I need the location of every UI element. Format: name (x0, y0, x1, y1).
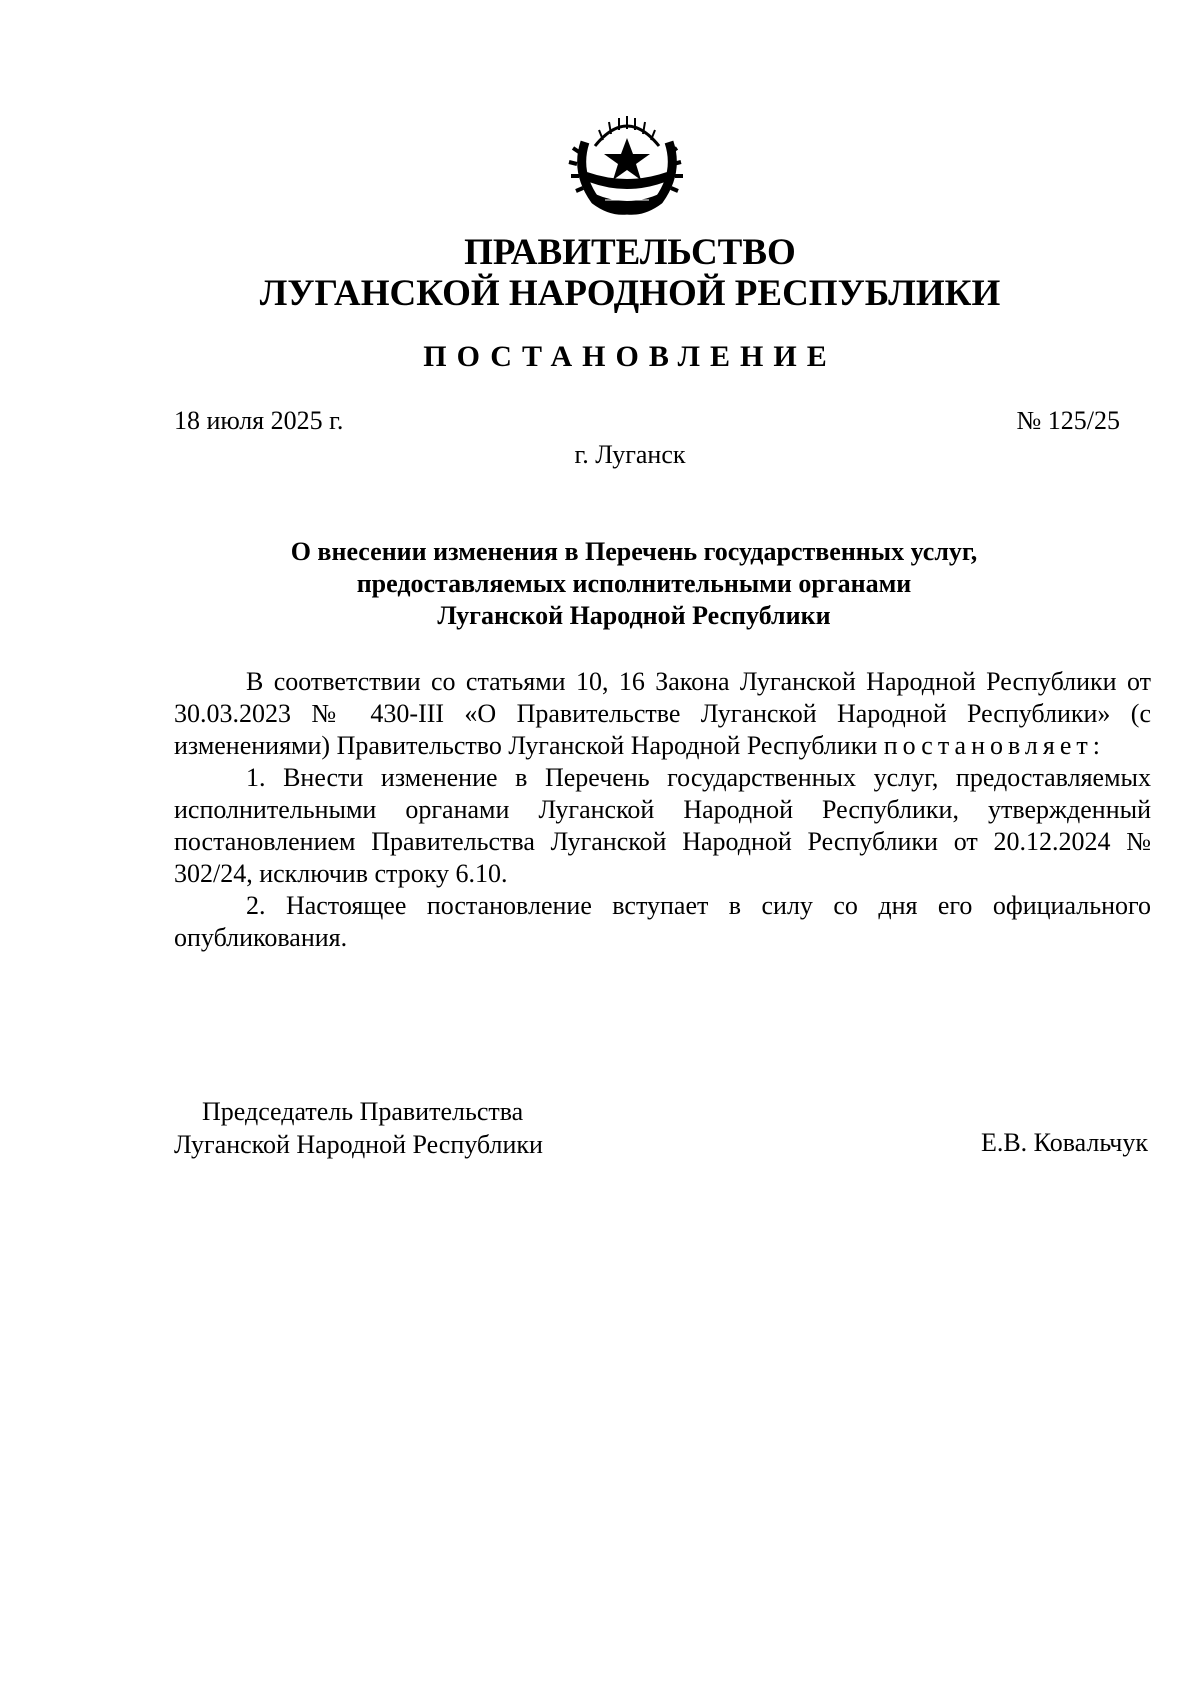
signatory-position-line2: Луганской Народной Республики (174, 1130, 543, 1159)
signatory-position (174, 1095, 543, 1161)
preamble-text: В соответствии со статьями 10, 16 Закона Луганской Народной Республики от 30.03.2023 № 430-III «О Правительстве Луганской Народной Республики» (с изменениями) Правительство Луганской Народной Республики (174, 667, 1151, 760)
document-body (174, 666, 1151, 954)
preamble-paragraph (174, 666, 1151, 762)
item-2-paragraph: 2. Настоящее постановление вступает в силу со дня его официального опубликования. (174, 891, 1151, 952)
subject-line3: Луганской Народной Республики (437, 601, 831, 630)
document-subject (174, 536, 1094, 632)
document-type: ПОСТАНОВЛЕНИЕ (423, 340, 837, 373)
signatory-name: Е.В. Ковальчук (980, 1128, 1148, 1157)
document-number: № 125/25 (1016, 406, 1120, 435)
subject-line1: О внесении изменения в Перечень государственных услуг, (290, 537, 978, 566)
coat-of-arms-icon (565, 112, 689, 216)
government-title-line2: ЛУГАНСКОЙ НАРОДНОЙ РЕСПУБЛИКИ (259, 273, 1001, 314)
document-city: г. Луганск (574, 440, 686, 469)
government-title-line1: ПРАВИТЕЛЬСТВО (464, 232, 796, 273)
signatory-position-line1: Председатель Правительства (202, 1097, 524, 1126)
item-1-paragraph: 1. Внести изменение в Перечень государственных услуг, предоставляемых исполнительными органами Луганской Народной Республики, утвержденный постановлением Правительства Луганской Народной Республики от 20.12.2024 № 302/24, исключив строку 6.10. (174, 763, 1151, 888)
decree-word: постановляет: (883, 731, 1105, 760)
document-date: 18 июля 2025 г. (174, 406, 344, 435)
subject-line2: предоставляемых исполнительными органами (356, 569, 912, 598)
